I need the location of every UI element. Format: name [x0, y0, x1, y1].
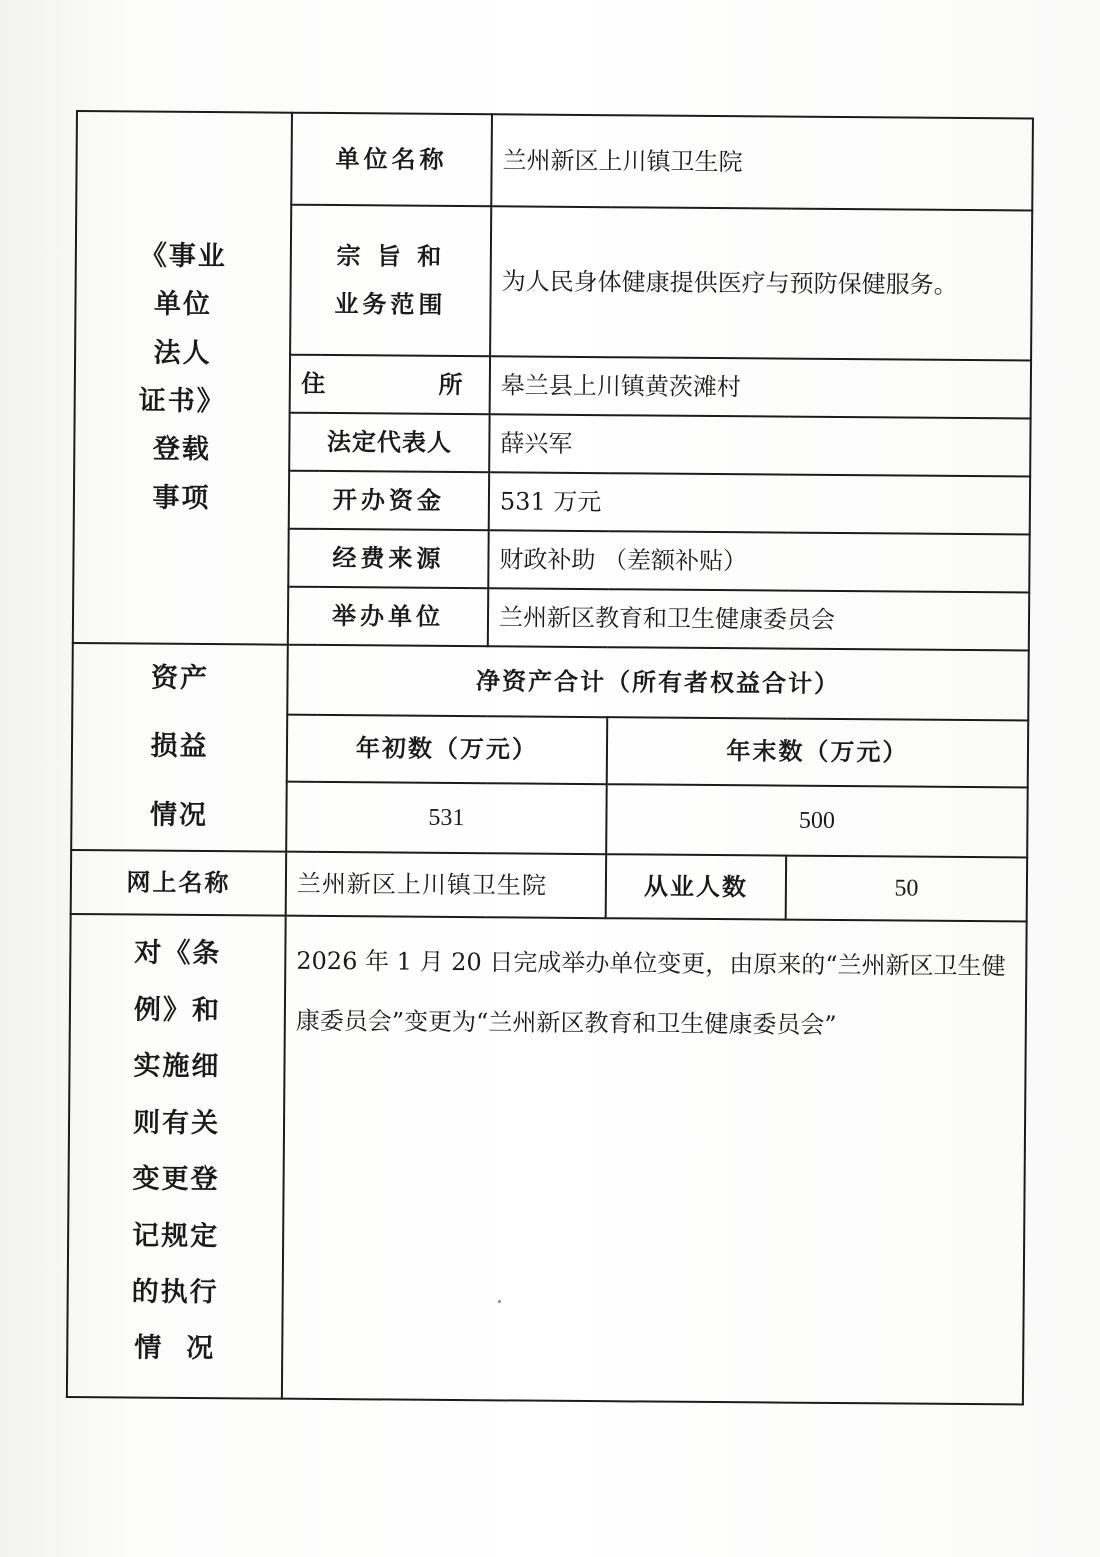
assets-label-line: 损益: [150, 731, 209, 763]
start-of-year-header: 年初数（万元）: [287, 715, 608, 785]
paper-speck: [498, 1300, 501, 1303]
purpose-label-line: 宗 旨 和: [336, 240, 446, 271]
legal-rep-label: 法定代表人: [289, 413, 489, 473]
assets-section-label: [71, 643, 288, 852]
execution-text: 2026 年 1 月 20 日完成举办单位变更，由原来的“兰州新区卫生健康委员会”变更为“兰州新区教育和卫生健康委员会”: [282, 916, 1027, 1404]
certificate-label-line: 单位: [153, 288, 213, 321]
funding-source-value: 财政补助 （差额补贴）: [488, 530, 1029, 592]
execution-label-line: 对《条: [134, 937, 222, 970]
funding-source-label: 经费来源: [288, 529, 488, 589]
assets-label-line: 情况: [149, 799, 209, 831]
row-unit-name: [76, 111, 1033, 211]
sponsor-label: 举办单位: [288, 587, 488, 647]
execution-label-line: 例》和: [133, 994, 222, 1026]
start-of-year-value: 531: [286, 782, 607, 854]
execution-label-line: 情 况: [134, 1332, 216, 1365]
execution-label-line: 实施细: [133, 1050, 221, 1083]
online-name-value: 兰州新区上川镇卫生院: [286, 852, 606, 919]
unit-name-label: 单位名称: [291, 113, 492, 207]
registration-form: [66, 110, 1032, 1405]
row-execution: [67, 914, 1027, 1404]
end-of-year-header: 年末数（万元）: [607, 717, 1029, 788]
address-label: 住 所: [290, 355, 490, 415]
address-value: 皋兰县上川镇黄茨滩村: [490, 356, 1031, 418]
unit-name-value: 兰州新区上川镇卫生院: [491, 114, 1033, 210]
purpose-label-line: 业务范围: [334, 289, 447, 319]
capital-value: 531 万元: [489, 472, 1030, 534]
row-online-name: [71, 850, 1027, 922]
net-assets-header: 净资产合计（所有者权益合计）: [287, 645, 1029, 721]
capital-label: 开办资金: [289, 471, 489, 531]
certificate-label-line: 法人: [153, 337, 212, 369]
certificate-label-line: 《事业: [139, 240, 227, 272]
sponsor-value: 兰州新区教育和卫生健康委员会: [488, 588, 1029, 650]
end-of-year-value: 500: [606, 785, 1028, 858]
legal-rep-value: 薛兴军: [489, 414, 1030, 476]
execution-label-line: 记规定: [132, 1219, 220, 1252]
assets-label-line: 资产: [150, 662, 210, 695]
staff-count-label: 从业人数: [606, 854, 786, 919]
execution-section-label: [67, 914, 286, 1398]
execution-label-line: 则有关: [132, 1107, 221, 1139]
execution-label-line: 变更登: [132, 1163, 220, 1196]
row-assets-header: [72, 643, 1029, 720]
certificate-section-label: [73, 111, 292, 645]
execution-label-line: 的执行: [131, 1276, 219, 1309]
purpose-scope-value: 为人民身体健康提供医疗与预防保健服务。: [490, 206, 1032, 360]
certificate-label-line: 证书》: [138, 385, 226, 418]
staff-count-value: 50: [786, 856, 1028, 922]
purpose-scope-label: [290, 205, 491, 357]
online-name-label: 网上名称: [71, 850, 286, 916]
certificate-label-line: 登载: [152, 434, 211, 466]
form-table: [66, 110, 1034, 1405]
certificate-label-line: 事项: [152, 482, 211, 514]
